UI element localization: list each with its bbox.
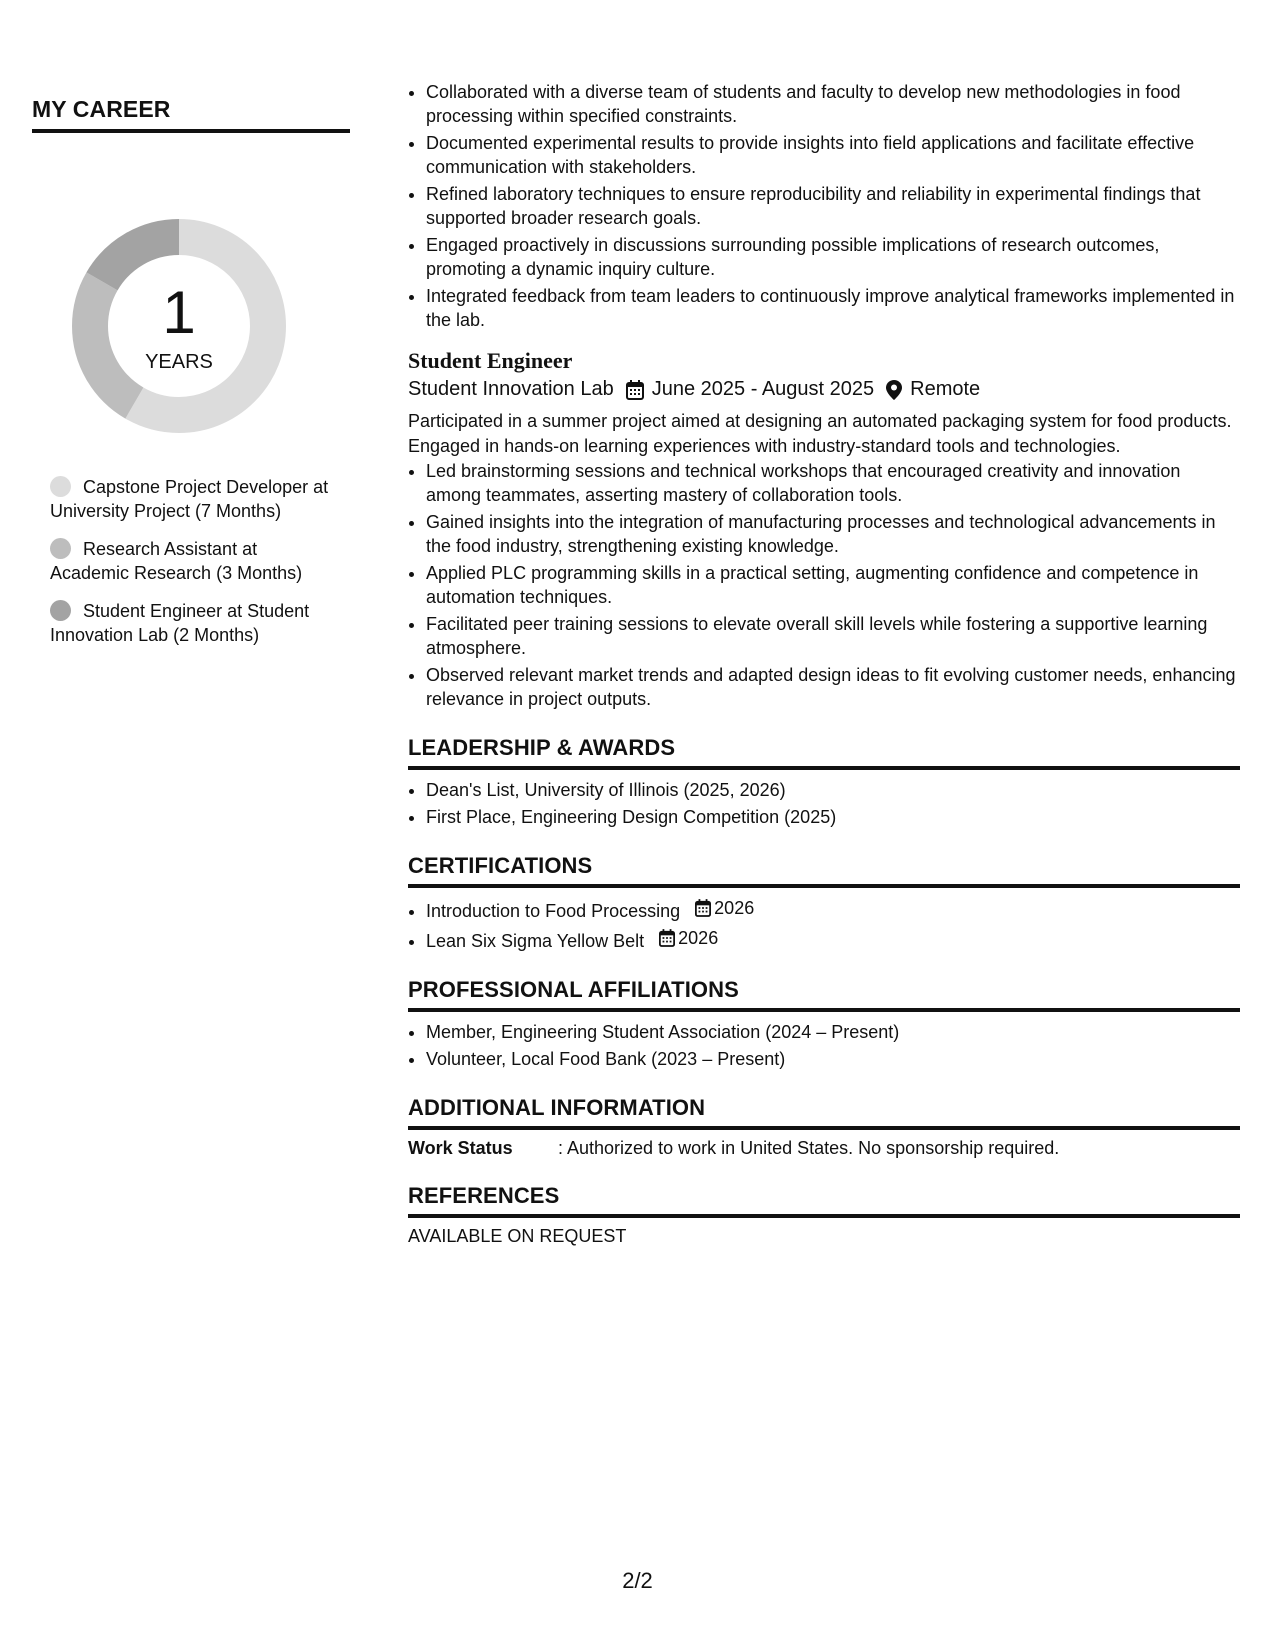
years-label: YEARS: [145, 351, 213, 373]
list-item: • Documented experimental results to provide insights into field applications and facilitate effective communication with stakeholders.: [426, 131, 1240, 179]
legend-label: Research Assistant at Academic Research (3 Months): [50, 539, 303, 583]
list-item: • Applied PLC programming skills in a practical setting, augmenting confidence and competence in automation techniques.: [426, 561, 1240, 609]
affiliations-title: PROFESSIONAL AFFILIATIONS: [408, 977, 1240, 1012]
job-company: Student Innovation Lab: [408, 378, 614, 400]
list-item: • Member, Engineering Student Association (2024 – Present): [426, 1020, 1240, 1044]
list-item: • Gained insights into the integration of manufacturing processes and technological advancements in the food industry, strengthening existing knowledge.: [426, 510, 1240, 558]
main-content: [408, 80, 1240, 1247]
additional-title: ADDITIONAL INFORMATION: [408, 1095, 1240, 1130]
leadership-title: LEADERSHIP & AWARDS: [408, 735, 1240, 770]
legend-dot: [50, 476, 71, 497]
additional-section: [408, 1095, 1240, 1159]
work-status-value: : Authorized to work in United States. No sponsorship required.: [558, 1138, 1060, 1158]
references-section: [408, 1183, 1240, 1247]
legend-dot: [50, 538, 71, 559]
job-description: Participated in a summer project aimed at designing an automated packaging system for food products. Engaged in hands-on learning experiences with industry-standard tools and technologies.: [408, 411, 1232, 456]
calendar-icon: [695, 899, 711, 917]
cert-name: Introduction to Food Processing: [426, 901, 681, 921]
list-item: • Volunteer, Local Food Bank (2023 – Present): [426, 1047, 1240, 1071]
calendar-icon: [626, 380, 644, 400]
certifications-title: CERTIFICATIONS: [408, 853, 1240, 888]
list-item: • First Place, Engineering Design Competition (2025): [426, 805, 1240, 829]
work-status-label: Work Status: [408, 1138, 513, 1158]
career-donut: [64, 211, 294, 441]
list-item: [426, 896, 1240, 923]
affiliations-section: [408, 977, 1240, 1071]
list-item: • Engaged proactively in discussions surrounding possible implications of research outcomes, promoting a dynamic inquiry culture.: [426, 233, 1240, 281]
legend-item: [50, 537, 335, 585]
page-number: 2/2: [622, 1568, 653, 1593]
list-item: • Facilitated peer training sessions to elevate overall skill levels while fostering a supportive learning atmosphere.: [426, 612, 1240, 660]
calendar-icon: [659, 929, 675, 947]
references-title: REFERENCES: [408, 1183, 1240, 1218]
job-dates: June 2025 - August 2025: [651, 378, 875, 400]
legend-item: [50, 475, 335, 523]
legend-label: Student Engineer at Student Innovation Lab (2 Months): [50, 601, 310, 645]
legend-item: [50, 599, 335, 647]
sidebar: [32, 96, 350, 661]
leadership-section: [408, 735, 1240, 829]
years-number: 1: [162, 279, 196, 346]
list-item: • Observed relevant market trends and adapted design ideas to fit evolving customer needs, enhancing relevance in project outputs.: [426, 663, 1240, 711]
job-meta: [408, 378, 1240, 401]
cert-year: 2026: [678, 928, 719, 948]
map-pin-icon: [886, 380, 902, 400]
cert-name: Lean Six Sigma Yellow Belt: [426, 931, 645, 951]
list-item: • Collaborated with a diverse team of students and faculty to develop new methodologies in food processing within specified constraints.: [426, 80, 1240, 128]
references-text: AVAILABLE ON REQUEST: [408, 1226, 627, 1246]
cert-year: 2026: [714, 898, 755, 918]
list-item: • Refined laboratory techniques to ensure reproducibility and reliability in experimental findings that supported broader research goals.: [426, 182, 1240, 230]
list-item: • Integrated feedback from team leaders to continuously improve analytical frameworks implemented in the lab.: [426, 284, 1240, 332]
work-status-row: [408, 1138, 1240, 1159]
certifications-section: [408, 853, 1240, 953]
job-title: Student Engineer: [408, 348, 573, 373]
list-item: • Led brainstorming sessions and technical workshops that encouraged creativity and innovation among teammates, asserting mastery of collaboration tools.: [426, 459, 1240, 507]
job-location: Remote: [910, 378, 981, 400]
legend-label: Capstone Project Developer at University Project (7 Months): [50, 477, 329, 521]
list-item: • Dean's List, University of Illinois (2025, 2026): [426, 778, 1240, 802]
job-bullets: [408, 459, 1240, 711]
career-title: MY CAREER: [32, 96, 350, 133]
legend-dot: [50, 600, 71, 621]
career-legend: [50, 475, 335, 647]
list-item: [426, 926, 1240, 953]
experience-bullets: [408, 80, 1240, 332]
